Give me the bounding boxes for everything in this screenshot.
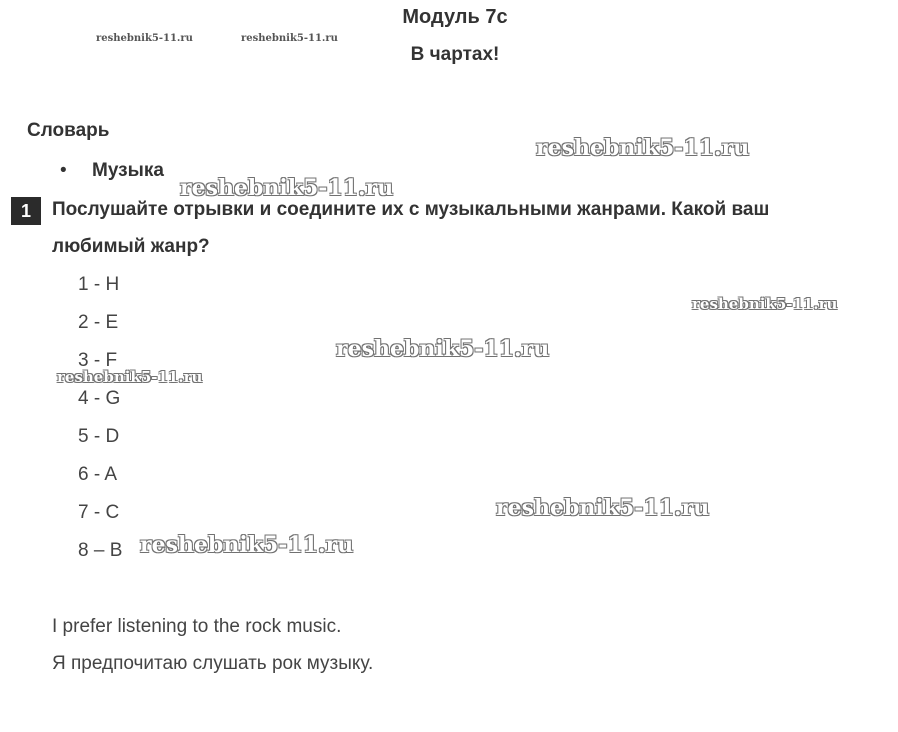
answer-item: 4 - G [78,388,121,409]
watermark: reshebnik5-11.ru [180,175,394,201]
task-number-badge: 1 [11,197,41,225]
module-title: Модуль 7c [402,6,508,28]
answer-item: 7 - C [78,502,120,523]
answer-item: 1 - H [78,274,120,295]
watermark: reshebnik5-11.ru [536,135,750,161]
task-instruction-line-2: любимый жанр? [52,236,210,257]
vocabulary-item: Музыка [92,160,164,181]
answer-item: 5 - D [78,426,120,447]
answer-russian: Я предпочитаю слушать рок музыку. [52,653,374,674]
watermark: reshebnik5-11.ru [140,532,354,558]
watermark: reshebnik5-11.ru [692,295,838,313]
watermark-small: reshebnik5-11.ru [96,33,193,44]
watermark: reshebnik5-11.ru [336,336,550,362]
watermark: reshebnik5-11.ru [496,495,710,521]
vocabulary-title: Словарь [27,120,110,141]
answer-item: 2 - E [78,312,119,333]
answer-item: 8 – B [78,540,123,561]
watermark: reshebnik5-11.ru [57,368,203,386]
answer-item: 6 - A [78,464,118,485]
answer-english: I prefer listening to the rock music. [52,616,342,637]
module-subtitle: В чартах! [410,44,500,65]
answer-item: 3 - F [78,350,118,371]
bullet-icon: • [60,160,67,181]
task-instruction-line-1: Послушайте отрывки и соедините их с музыкальными жанрами. Какой ваш [52,199,770,220]
watermark-small: reshebnik5-11.ru [241,33,338,44]
